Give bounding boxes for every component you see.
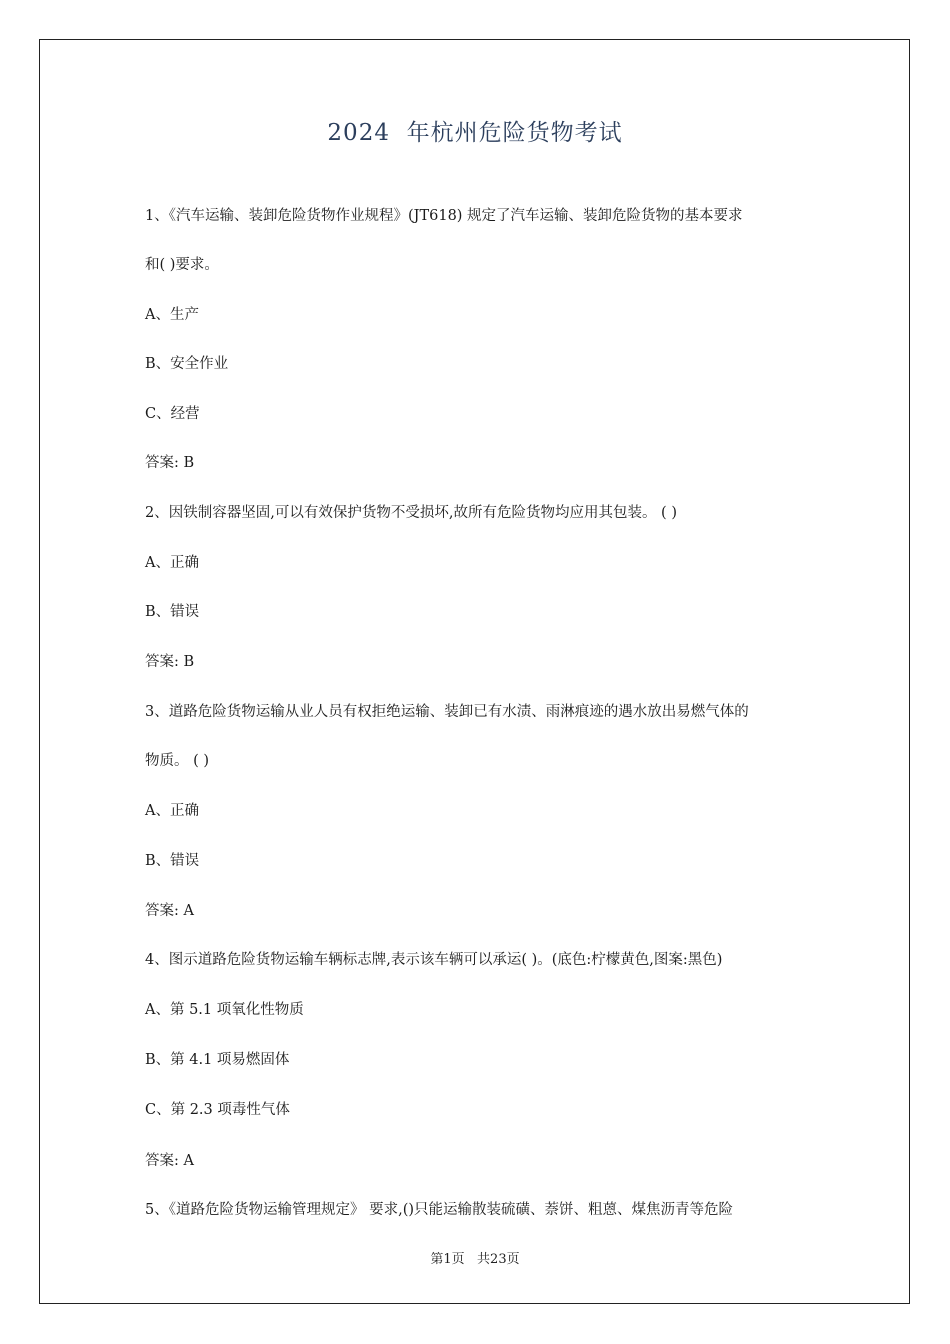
question-1-option-c: C、经营 (145, 406, 200, 422)
question-3-answer: 答案: A (145, 903, 194, 919)
question-1-stem-line-1: 1、《汽车运输、装卸危险货物作业规程》(JT618) 规定了汽车运输、装卸危险货物的基本要求 (145, 208, 743, 224)
question-3-stem-line-2: 物质。 ( ) (145, 753, 210, 769)
page-footer: 第1页 共23页 (430, 1252, 520, 1267)
document-title: 2024 年杭州危险货物考试 (327, 120, 623, 146)
question-3-stem-line-1: 3、道路危险货物运输从业人员有权拒绝运输、装卸已有水渍、雨淋痕迹的遇水放出易燃气体的 (145, 704, 749, 720)
question-1-stem-line-2: 和( )要求。 (145, 257, 219, 273)
question-1-option-b: B、安全作业 (145, 356, 229, 372)
question-2-option-b: B、错误 (145, 604, 200, 620)
question-4-option-c: C、第 2.3 项毒性气体 (145, 1102, 290, 1118)
question-2-stem-line-1: 2、因铁制容器坚固,可以有效保护货物不受损坏,故所有危险货物均应用其包装。 ( ) (145, 505, 677, 521)
question-4-option-b: B、第 4.1 项易燃固体 (145, 1052, 290, 1068)
question-1-option-a: A、生产 (145, 307, 199, 323)
question-2-answer: 答案: B (145, 654, 195, 670)
question-3-option-b: B、错误 (145, 853, 200, 869)
question-4-answer: 答案: A (145, 1153, 194, 1169)
question-4-stem-line-1: 4、图示道路危险货物运输车辆标志牌,表示该车辆可以承运( )。(底色:柠檬黄色,图案:黑色) (145, 952, 723, 968)
question-1-answer: 答案: B (145, 455, 195, 471)
question-4-option-a: A、第 5.1 项氧化性物质 (145, 1002, 304, 1018)
question-2-option-a: A、正确 (145, 555, 199, 571)
question-5-stem-line-1: 5、《道路危险货物运输管理规定》 要求,()只能运输散装硫磺、萘饼、粗蒽、煤焦沥青等危险 (145, 1202, 734, 1218)
question-3-option-a: A、正确 (145, 803, 199, 819)
